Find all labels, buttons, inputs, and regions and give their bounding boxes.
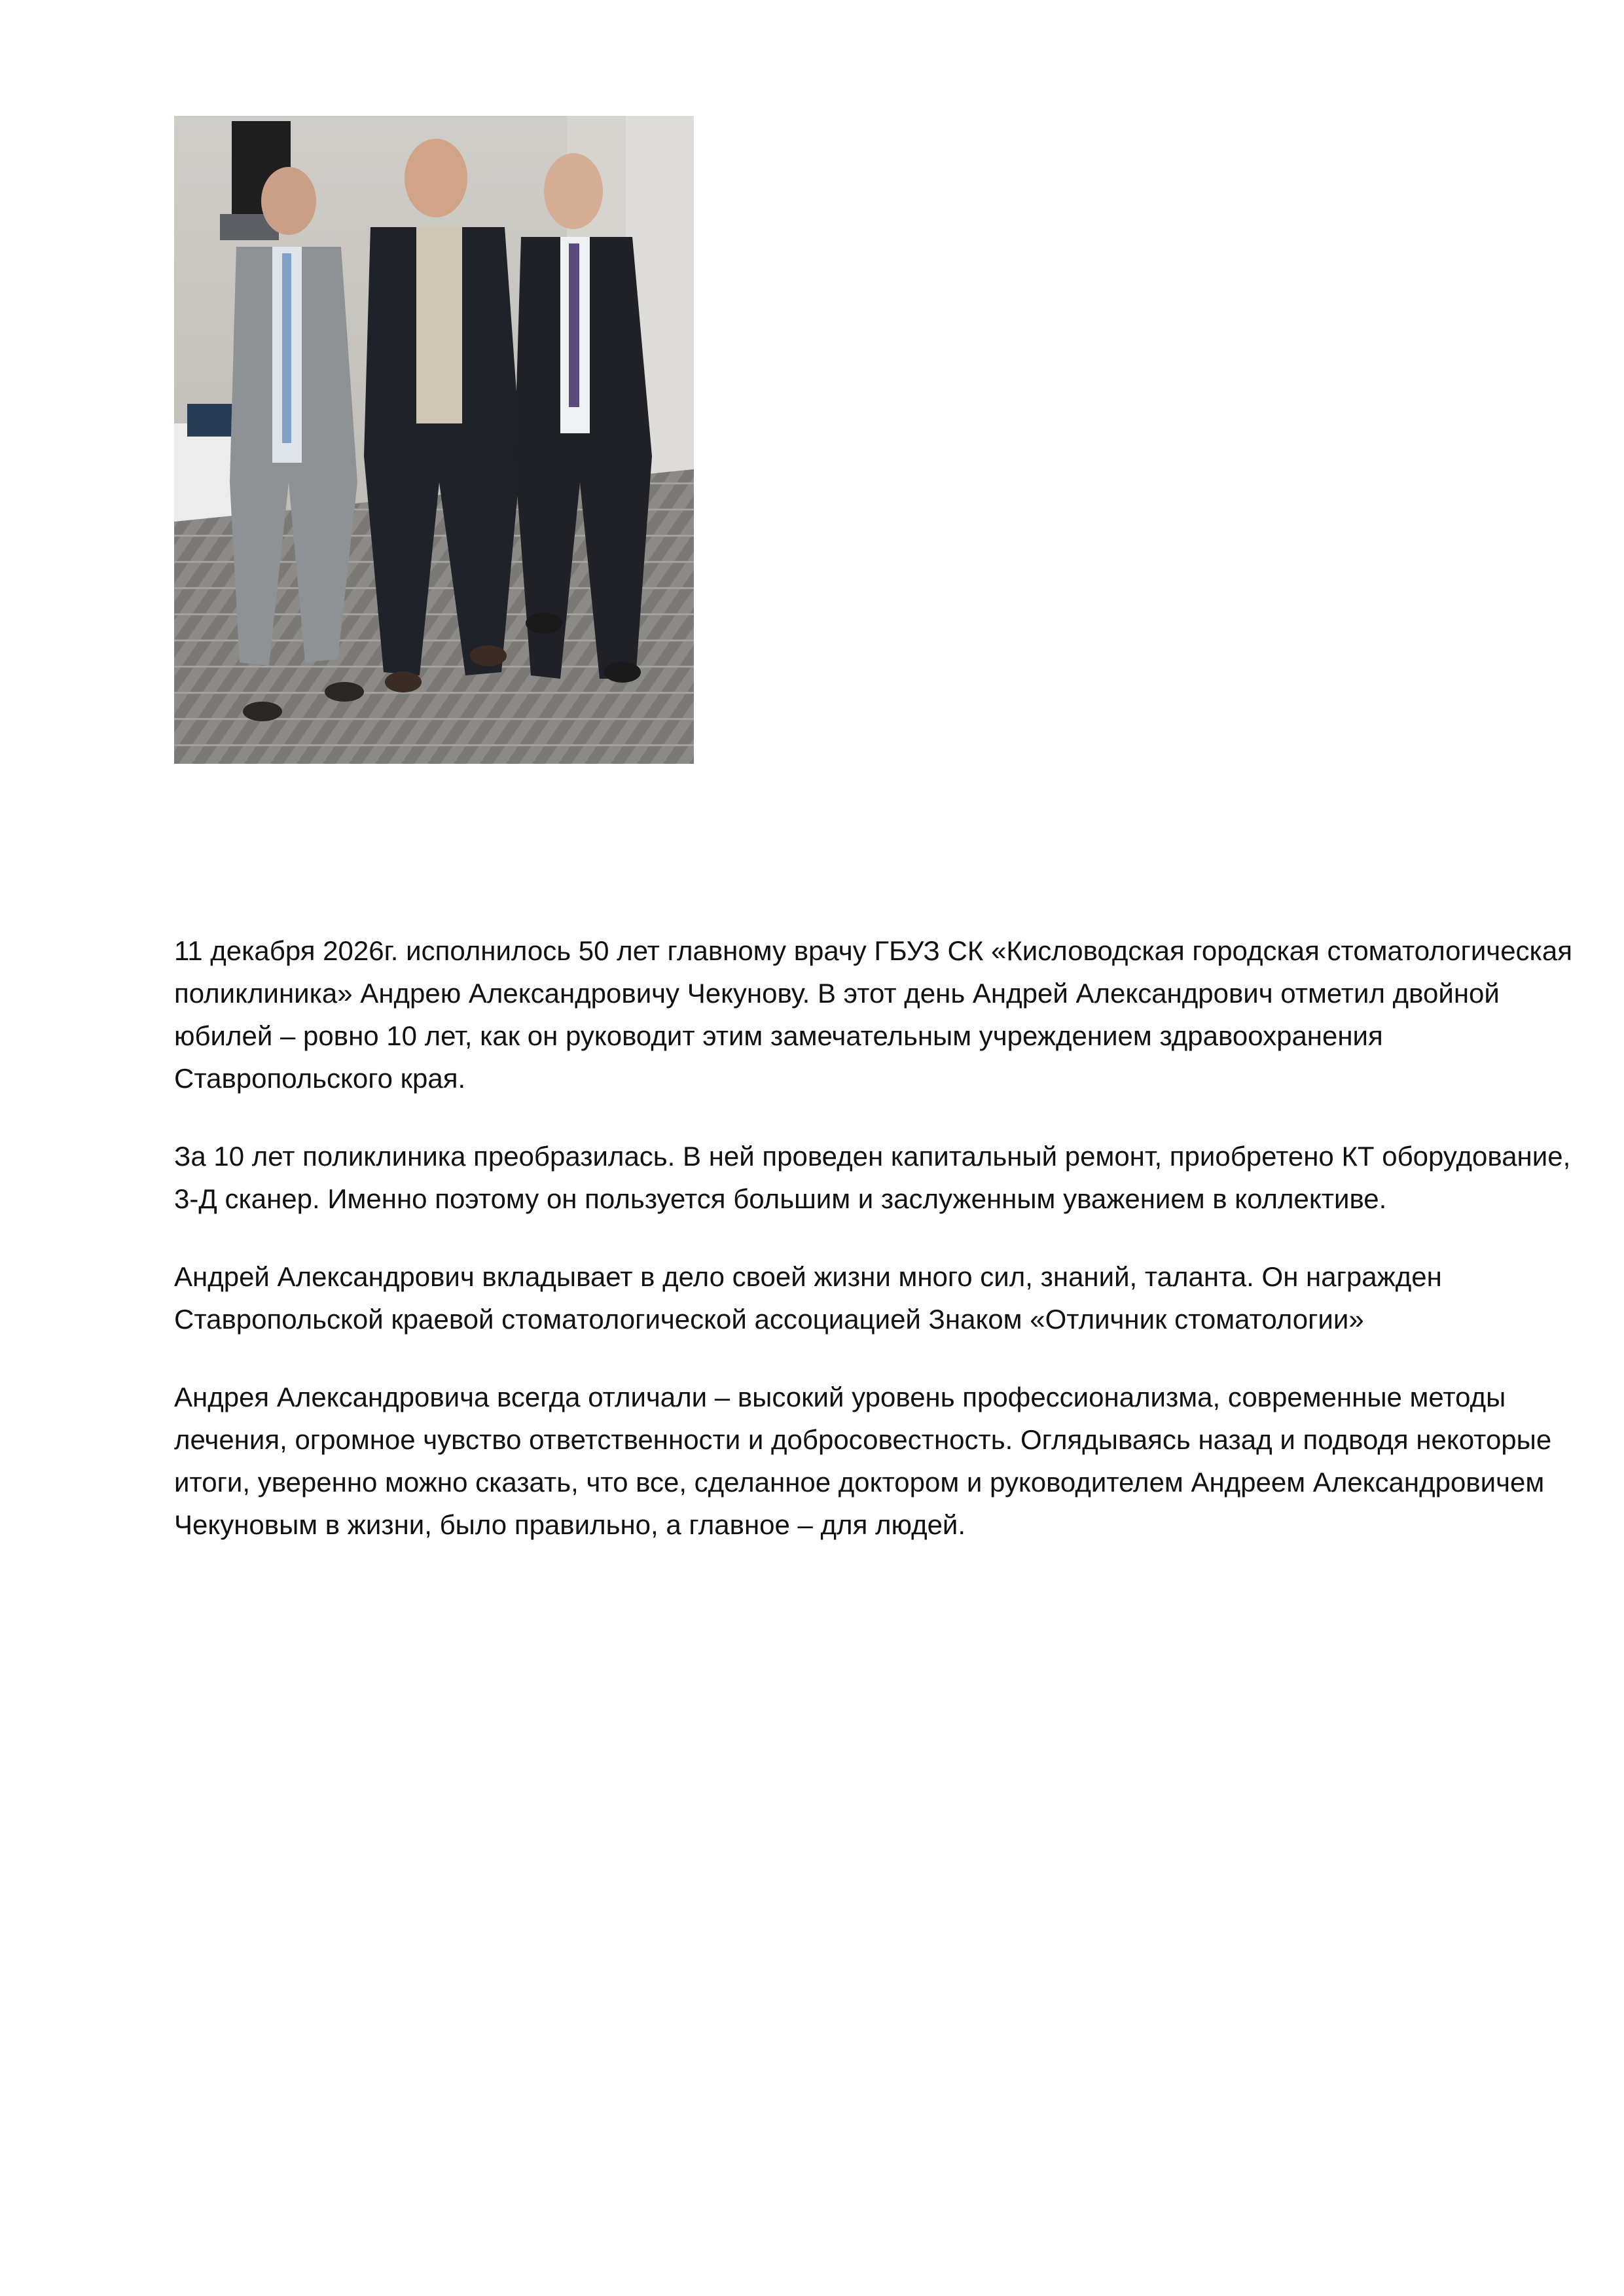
paragraph-2: За 10 лет поликлиника преобразилась. В ней проведен капитальный ремонт, приобретено КТ оборудование, 3-Д сканер. Именно поэтому он пользуется большим и заслуженным уважением в коллективе. [174, 1141, 1571, 1214]
paragraph-3: Андрей Александрович вкладывает в дело своей жизни много сил, знаний, таланта. Он награжден Ставропольской краевой стоматологической ассоциацией Знаком «Отличник стоматологии» [174, 1261, 1442, 1335]
article-body [174, 929, 1581, 1581]
group-photo [174, 116, 694, 764]
paragraph-1: 11 декабря 2026г. исполнилось 50 лет главному врачу ГБУЗ СК «Кисловодская городская стоматологическая поликлиника» Андрею Александровичу Чекунову. В этот день Андрей Александрович отметил двойной юбилей – ровно 10 лет, как он руководит этим замечательным учреждением здравоохранения Ставропольского края. [174, 935, 1572, 1094]
group-photo-illustration [174, 116, 694, 764]
paragraph-4: Андрея Александровича всегда отличали – высокий уровень профессионализма, современные методы лечения, огромное чувство ответственности и добросовестность. Оглядываясь назад и подводя некоторые итоги, уверенно можно сказать, что все, сделанное доктором и руководителем Андреем Александровичем Чекуновым в жизни, было правильно, а главное – для людей. [174, 1382, 1552, 1540]
